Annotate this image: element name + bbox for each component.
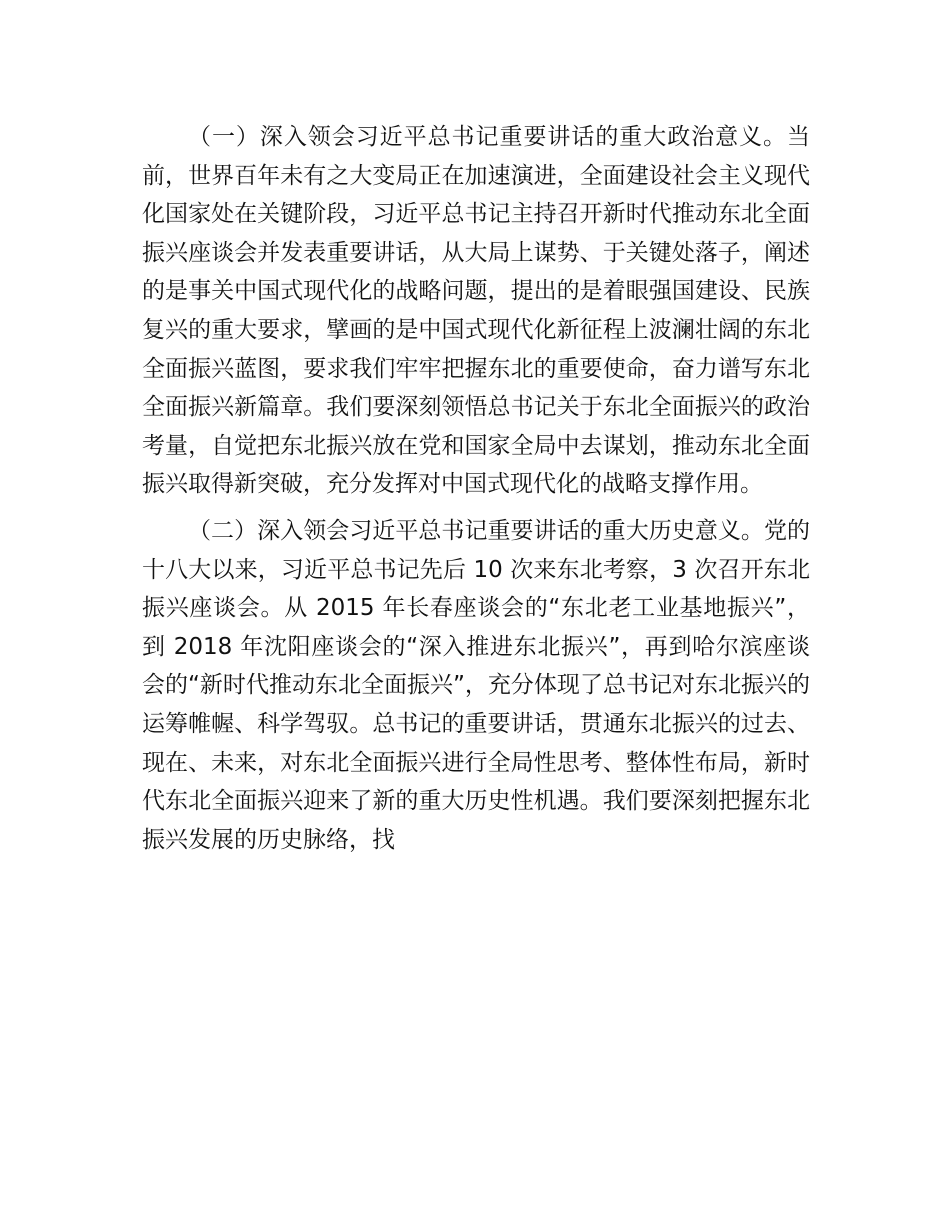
- paragraph-historical-significance: （二）深入领会习近平总书记重要讲话的重大历史意义。党的十八大以来，习近平总书记先后 10 次来东北考察，3 次召开东北振兴座谈会。从 2015 年长春座谈会的“东北老工业基地振兴”，到 2018 年沈阳座谈会的“深入推进东北振兴”，再到哈尔滨座谈会的“新时代推动东北全面振兴”，充分体现了总书记对东北振兴的运筹帷幄、科学驾驭。总书记的重要讲话，贯通东北振兴的过去、现在、未来，对东北全面振兴进行全局性思考、整体性布局，新时代东北全面振兴迎来了新的重大历史性机遇。我们要深刻把握东北振兴发展的历史脉络，找: [142, 517, 810, 853]
- document-body: [142, 118, 810, 859]
- paragraph-political-significance: （一）深入领会习近平总书记重要讲话的重大政治意义。当前，世界百年未有之大变局正在加速演进，全面建设社会主义现代化国家处在关键阶段，习近平总书记主持召开新时代推动东北全面振兴座谈会并发表重要讲话，从大局上谋势、于关键处落子，阐述的是事关中国式现代化的战略问题，提出的是着眼强国建设、民族复兴的重大要求，擘画的是中国式现代化新征程上波澜壮阔的东北全面振兴蓝图，要求我们牢牢把握东北的重要使命，奋力谱写东北全面振兴新篇章。我们要深刻领悟总书记关于东北全面振兴的政治考量，自觉把东北振兴放在党和国家全局中去谋划，推动东北全面振兴取得新突破，充分发挥对中国式现代化的战略支撑作用。: [142, 124, 810, 498]
